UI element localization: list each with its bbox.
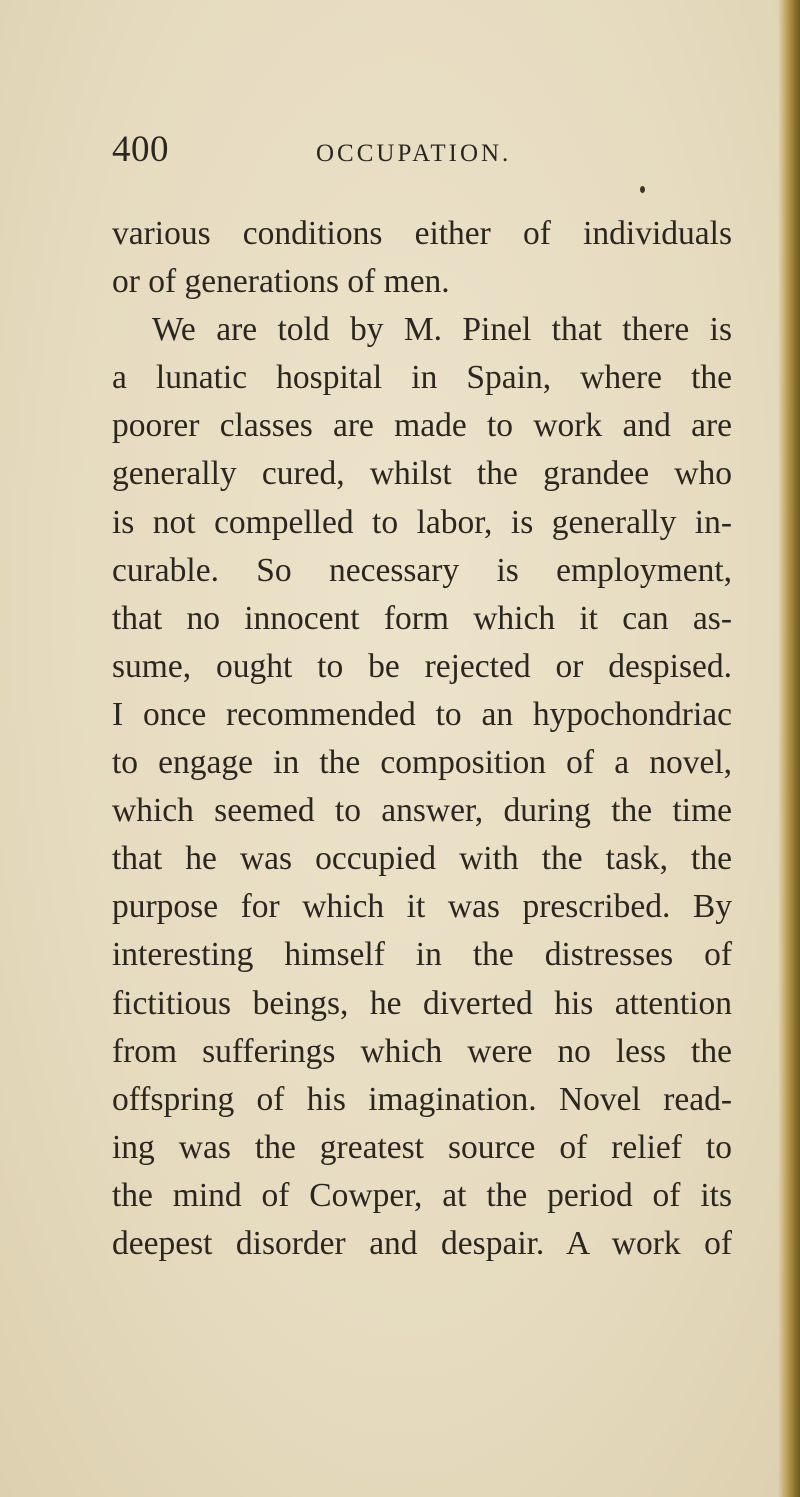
- ink-speck: [640, 186, 645, 193]
- text-line: to engage in the composition of a novel,: [112, 744, 732, 782]
- text-line: sume, ought to be rejected or despised.: [112, 647, 732, 685]
- text-line: ing was the greatest source of relief to: [112, 1128, 732, 1166]
- text-line: a lunatic hospital in Spain, where the: [112, 359, 732, 397]
- text-line: I once recommended to an hypochondriac: [112, 695, 732, 733]
- text-line: from sufferings which were no less the: [112, 1032, 732, 1070]
- text-line: poorer classes are made to work and are: [112, 407, 732, 445]
- text-line: purpose for which it was prescribed. By: [112, 888, 732, 926]
- text-line: deepest disorder and despair. A work of: [112, 1224, 732, 1262]
- page-edge-shadow: [778, 0, 800, 1497]
- text-line: We are told by M. Pinel that there is: [152, 311, 732, 349]
- text-line: various conditions either of individuals: [112, 215, 732, 252]
- text-line: generally cured, whilst the grandee who: [112, 455, 732, 493]
- text-line: fictitious beings, he diverted his attention: [112, 984, 732, 1022]
- text-line: offspring of his imagination. Novel read-: [112, 1080, 732, 1118]
- text-line: the mind of Cowper, at the period of its: [112, 1176, 732, 1214]
- page-header: [112, 128, 712, 172]
- text-line: interesting himself in the distresses of: [112, 936, 732, 974]
- text-line: which seemed to answer, during the time: [112, 792, 732, 830]
- text-line: that he was occupied with the task, the: [112, 840, 732, 878]
- text-line: or of generations of men.: [112, 263, 450, 301]
- text-line: that no innocent form which it can as-: [112, 599, 732, 637]
- body-text: [112, 210, 732, 1268]
- page-number: 400: [112, 129, 169, 170]
- text-line: is not compelled to labor, is generally in-: [112, 503, 732, 541]
- text-line: curable. So necessary is employment,: [112, 551, 732, 589]
- running-head: OCCUPATION.: [316, 140, 512, 167]
